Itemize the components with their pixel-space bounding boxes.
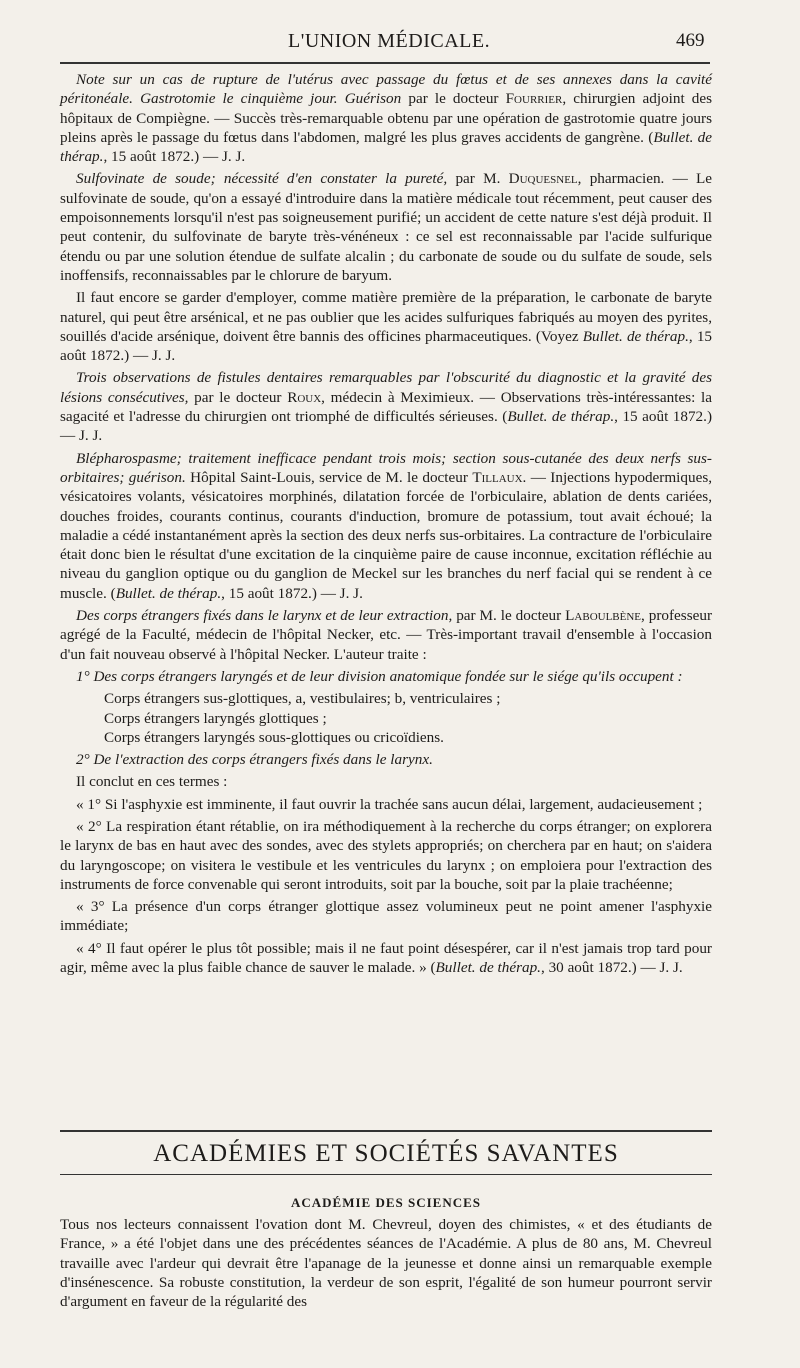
article-1-date: 15 août 1872.) — J. J. bbox=[111, 148, 246, 166]
article-3: Trois observations de fistules dentaires remarquables par l'obscurité du diagnostic et la gravité des lésions consécutives, par le docteur Roux, médecin à Meximieux. — Observations très-intéressantes: la sagacité et l'adresse du chirurgien ont triomphé de difficultés sérieuses. (Bullet. de thérap., 15 août 1872.) — J. J. bbox=[60, 369, 713, 445]
article-2-text-2: Il faut encore se garder d'employer, comme matière première de la préparation, le carbonate de baryte naturel, qui peut être arsénical, et ne pas oublier que les acides sulfuriques fabriqués au moyen des pyrites, souillés d'acide arsénique, doivent être bannis des officines pharmaceutiques. (Voyez bbox=[60, 289, 712, 345]
article-4-source: Bullet. de thérap. bbox=[115, 584, 222, 602]
article-5-author: Laboulbène bbox=[565, 607, 642, 625]
list-item: Corps étrangers laryngés sous-glottiques ou cricoïdiens. bbox=[104, 728, 444, 746]
article-2-cont bbox=[60, 288, 712, 365]
running-head bbox=[0, 26, 800, 56]
article-2-title: Sulfovinate de soude; nécessité d'en constater la pureté, bbox=[76, 170, 448, 188]
article-4-title: Blépharospasme; traitement inefficace pendant trois mois; section sous-cutanée des deux nerfs sus-orbitaires; guérison. bbox=[60, 449, 712, 486]
quote-2: « 2° La respiration étant rétablie, on ira méthodiquement à la recherche du corps étranger; on explorera le larynx de bas en haut avec des sondes, avec des stylets appropriés; on cherchera par en haut; on s'aidera du laryngoscope; on visitera le vestibule et les ventricules du larynx ; on emploiera pour l'extraction des instruments de force convenable qui seront introduits, soit par la bouche, soit par la plaie trachéenne; bbox=[60, 817, 712, 893]
article-4: Blépharospasme; traitement inefficace pendant trois mois; section sous-cutanée des deux nerfs sus-orbitaires; guérison. Hôpital Saint-Louis, service de M. le docteur Tillaux. — Injections hypodermiques, vésicatoires volants, vésicatoires morphinés, dilatation forcée de l'orbiculaire, ablation de dents cariées, douches froides, courants continus, courants d'induction, bromure de potassium, tout avait échoué; la maladie a cédé instantanément après la section des deux nerfs sus-orbitaires. La contracture de l'orbiculaire était donc bien le résultat d'une excitation de la cinquième paire de cause inconnue, excitation réfléchie au niveau du ganglion optique ou du ganglion de Meckel sur les branches du nerf facial qui se rendent à ce muscle. (Bullet. de thérap., 15 août 1872.) — J. J. bbox=[60, 449, 713, 602]
article-3-author: Roux bbox=[287, 388, 322, 406]
list-item: Corps étrangers sus-glottiques, a, vestibulaires; b, ventriculaires ; bbox=[104, 690, 501, 708]
section-header bbox=[60, 1130, 712, 1211]
section-paragraph bbox=[60, 1215, 712, 1311]
article-2-text: pharmacien. — Le sulfovinate de soude, qu'on a essayé d'introduire dans la matière médicale tout récemment, peut causer des empoisonnements lorsqu'il n'est pas soigneusement purifié; un accident de cette nature s'est déjà produit. Il peut contenir, du sulfovinate de baryte très-vénéneux : ce sel est reconnaissable par l'acide sulfurique étendu ou par une solution étendue de sulfate alcalin ; du carbonate de soude ou du sulfate de soude, sels inoffensifs, reconnaissables par le chlorure de baryum. bbox=[60, 170, 713, 284]
article-5 bbox=[60, 606, 712, 664]
quote-4-text: « 4° Il faut opérer le plus tôt possible; mais il ne faut point désespérer, car il n'est jamais trop tard pour agir, même avec la plus faible chance de sauver le malade. » bbox=[60, 939, 712, 977]
article-3-text: , médecin à Meximieux. — Observations très-intéressantes: la sagacité et l'adresse du chirurgien ont triomphé de difficultés sérieuses. bbox=[60, 388, 713, 426]
article-4-date: , 15 août 1872.) — J. J. bbox=[221, 584, 363, 602]
page-number: 469 bbox=[676, 30, 705, 51]
article-2: Sulfovinate de soude; nécessité d'en constater la pureté, par M. Duquesnel, pharmacien. — Le sulfovinate de soude, qu'on a essayé d'introduire dans la matière médicale tout récemment, peut causer des empoisonnements lorsqu'il n'est pas soigneusement purifié; un accident de cette nature s'est déjà produit. Il peut contenir, du sulfovinate de baryte très-vénéneux : ce sel est reconnaissable par l'acide sulfurique étendu ou par une solution étendue de sulfate alcalin ; du carbonate de soude ou du sulfate de soude, sels inoffensifs, reconnaissables par le chlorure de baryum. bbox=[60, 170, 713, 284]
running-title: L'UNION MÉDICALE. bbox=[288, 30, 491, 52]
article-3-by: par le docteur bbox=[194, 388, 282, 406]
article-5-point-2: 2° De l'extraction des corps étrangers fixés dans le larynx. bbox=[76, 751, 433, 769]
article-5-title: Des corps étrangers fixés dans le larynx et de leur extraction, bbox=[76, 607, 453, 625]
article-1-text: chirurgien adjoint des hôpitaux de Compiègne. — Succès très-remarquable obtenu par une opération de gastrotomie quatre jours pleins après le passage du fœtus dans l'abdomen, malgré les plus graves accidents de gangrène. bbox=[60, 90, 713, 146]
article-5-text: , professeur agrégé de la Faculté, médecin de l'hôpital Necker, etc. — Très-important travail d'ensemble à l'occasion d'un fait nouveau observé à l'hôpital Necker. L'auteur traite : bbox=[60, 607, 713, 663]
article-1: Note sur un cas de rupture de l'utérus avec passage du fœtus et de ses annexes dans la cavité péritonéale. Gastrotomie le cinquième jour. Guérison par le docteur Fourrier, chirurgien adjoint des hôpitaux de Compiègne. — Succès très-remarquable obtenu par une opération de gastrotomie quatre jours pleins après le passage du fœtus dans l'abdomen, malgré les plus graves accidents de gangrène. (Bullet. de thérap., 15 août 1872.) — J. J. bbox=[60, 71, 713, 166]
article-1-source: Bullet. de thérap. bbox=[60, 128, 712, 166]
quote-1: « 1° Si l'asphyxie est imminente, il faut ouvrir la trachée sans aucun délai, largement, audacieusement ; bbox=[76, 795, 703, 813]
article-1-title: Note sur un cas de rupture de l'utérus avec passage du fœtus et de ses annexes dans la cavité péritonéale. Gastrotomie le cinquième jour. Guérison bbox=[60, 71, 712, 108]
section-subtitle: ACADÉMIE DES SCIENCES bbox=[290, 1195, 482, 1210]
article-4-text: . — Injections hypodermiques, vésicatoires volants, vésicatoires morphinés, dilatation forcée de l'orbiculaire, ablation de dents cariées, douches froides, courants continus, courants d'induction, bromure de potassium, tout avait échoué; la maladie a cédé instantanément après la section des deux nerfs sus-orbitaires. La contracture de l'orbiculaire était donc bien le résultat d'une excitation de la cinquième paire de cause inconnue, excitation réfléchie au niveau du ganglion optique ou du ganglion de Meckel sur les branches du nerf facial qui se rendent à ce muscle. bbox=[60, 468, 713, 602]
article-2-author: Duquesnel bbox=[508, 170, 578, 188]
quote-3: « 3° La présence d'un corps étranger glottique assez volumineux peut ne point amener l'asphyxie immédiate; bbox=[60, 898, 712, 935]
section-rule-top bbox=[60, 1130, 712, 1132]
article-5-source: Bullet. de thérap. bbox=[435, 959, 541, 977]
article-2-source: Bullet. de thérap. bbox=[582, 327, 689, 345]
header-rule bbox=[60, 62, 710, 64]
article-3-date: , 15 août 1872.) — J. J. bbox=[60, 408, 713, 445]
article-1-by: par le docteur bbox=[408, 90, 499, 108]
section-title: ACADÉMIES ET SOCIÉTÉS SAVANTES bbox=[153, 1140, 619, 1167]
article-1-author: Fourrier bbox=[505, 90, 563, 108]
article-5-doc: le docteur bbox=[500, 607, 562, 625]
quote-4: « 4° Il faut opérer le plus tôt possible; mais il ne faut point désespérer, car il n'est jamais trop tard pour agir, même avec la plus faible chance de sauver le malade. » (Bullet. de thérap., 30 août 1872.) — J. J. bbox=[60, 939, 712, 977]
article-2-date: , 15 août 1872.) — J. J. bbox=[60, 327, 713, 365]
article-5-by: par M. bbox=[456, 607, 497, 625]
article-body bbox=[60, 70, 712, 980]
article-4-author: Tillaux bbox=[472, 468, 523, 486]
article-3-source: Bullet. de thérap. bbox=[507, 408, 615, 426]
article-5-conclusion: Il conclut en ces termes : bbox=[76, 773, 228, 791]
article-4-intro: Hôpital Saint-Louis, service de M. le docteur bbox=[190, 468, 468, 486]
section-text: Tous nos lecteurs connaissent l'ovation dont M. Chevreul, doyen des chimistes, « et des étudiants de France, » a été l'objet dans une des précédentes séances de l'Académie. A plus de 80 ans, M. Chevreul travaille avec l'ardeur qui devrait être l'apanage de la jeunesse et donne ainsi un remarquable exemple d'insénescence. Sa robuste constitution, la verdeur de son esprit, l'égalité de son humeur pourront servir d'argument en faveur de la régularité des bbox=[60, 1216, 712, 1311]
article-5-point-1: 1° Des corps étrangers laryngés et de leur division anatomique fondée sur le siége qu'ils occupent : bbox=[76, 667, 683, 685]
section-rule-bottom bbox=[60, 1174, 712, 1175]
article-3-title: Trois observations de fistules dentaires remarquables par l'obscurité du diagnostic et la gravité des lésions consécutives, bbox=[60, 369, 712, 406]
article-2-by: par M. bbox=[455, 170, 501, 188]
list-item: Corps étrangers laryngés glottiques ; bbox=[104, 709, 327, 727]
article-5-date: 30 août 1872.) — J. J. bbox=[548, 959, 683, 977]
foreign-body-list bbox=[104, 689, 712, 747]
